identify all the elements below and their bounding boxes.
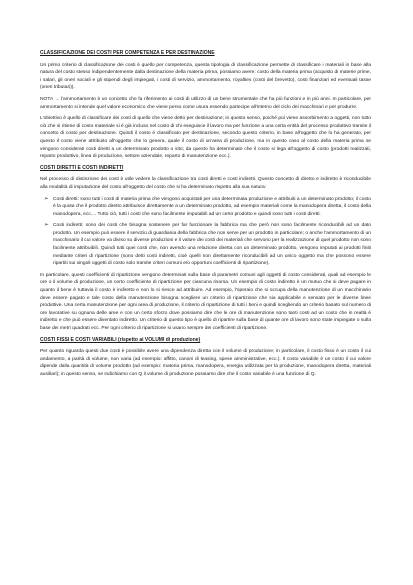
bullet-text-indirect-costs: Costi indiretti: sono dei costi che bisogna sostenere per far funzionare la fabbrica ma che però non sono facilmente riconducibili ad un dato prodotto. Un esempio può essere il servizio di guardiania della fabbrica che non serve per un prodotto in particolare; o anche l'ammortamento di un macchinario il cui valore va diviso su diverse produzioni e il valore dei costi dei materiali che servono per la realizzazione di quel prodotto non sono facilmente attribuibili. Quindi tutti quei costi che, non avendo una relazione diretta con un determinato prodotto, vengono imputati ai prodotti finiti mediante criteri di ripartizione (sono detti costi indiretti, cioè quelli non direttamente riconducibili ad un unico oggetto ma che possono essere ripartiti sui singoli oggetti di costo solo tramite criteri comuni e/o opportuni coefficienti di ripartizione). [53,223,371,267]
section-heading-direct-indirect: COSTI DIRETTI E COSTI INDIRETTI [40,164,124,171]
bullet-list-cost-types [40,196,371,268]
bullet-text-direct-costs: Costi diretti: sono tutti i costi di materia prima che vengono acquistati per una determinata produzione e attribuiti a un determinato prodotto; il costo è la quota che il prodotto diretto attribuisce direttamente a un determinato prodotto, ad esempio materiali come la manodopera diretta, il costo della manodopera, ecc.... Tutto ciò, tutti i costi che sono facilmente imputabili ad un certo prodotto e quindi sono tutti i costi diretti. [53,196,371,217]
list-item-direct-costs [44,195,371,219]
paragraph-allocation-coefficients: In particolare, questi coefficienti di ripartizione vengono determinati sulla base di parametri comuni agli oggetti di costo considerati, quali ad esempio le ore o il volume di produzione, un certo coefficiente di ripartizione per ciascuna risorsa. Un esempio di costo indiretto è un mutuo che si deve pagare in quanto il bene è tuttavia il costo è indiretto e non lo si riesce ad attribuire. Ad esempio, l'operaio che si occupa della manutenzione di un macchinario deve essere pagato e tale costo della manutenzione bisogna scegliere un criterio di ripartizione che sia applicabile e sensato per le diverse linee produttive. Una certa manutenzione per ogni area di produzione, il criterio di ripartizione di tutti i beni e quindi scegliendo un criterio basato sul numero di ore lavorative su ognuna delle aree e con un certo sforzo dove possiamo dire che le ore di manutenzione sono tanti costi ad un costo che in realtà è indiretto e che può essere diventato indiretto. Un criterio di questo tipo è quello di ripartire sulla base di quante ore di lavoro sono state impiegate o sulla base dei metri quadrati ecc. Per ogni criterio di ripartizione si usano sempre dei coefficienti di ripartizione. [40,272,371,331]
arrow-bullet-icon: ➢ [44,195,49,202]
section-heading-cost-classification: CLASSIFICAZIONE DEI COSTI PER COMPETENZA E PER DESTINAZIONE [40,50,215,56]
section-heading-fixed-variable: COSTI FISSI E COSTI VARIABILI (rispetto ai VOLUMI di produzione) [40,336,201,343]
paragraph-direct-indirect-intro: Nel processo di distinzione dei costi è utile vedere la classificazione tra costi diretti e costi indiretti. Questo concetto di diretto e indiretto è riconducibile alla modalità di imputazione del costo all'oggetto del costo che si ha determinato rispetto alla sua natura: [40,177,371,190]
paragraph-note-amortization: NOTA → l'ammortamento è un concetto che fa riferimento ai costi di utilizzo di un bene strumentale che ha più funzioni e in più anni. In particolare, per ammortamento si intende quel valore economico che viene perso come usura essendo partecipe all'interno del ciclo dei macchinari e per produrre. [40,96,371,110]
paragraph-destination-criterion: L'obiettivo è quello di classificare dei costi di quello che viene detto per destinazione; in questo senso, poiché poi viene assorbimento a oggetti, non tutto ciò che si ritiene di costo materiale si è già incluso nel costo di chi eseguisce il lavoro ma per funzione a una certa entità del processo produttivo tramite il concetto di costo per destinazione. Quindi il costo è classificato per destinazione, secondo questo criterio, in base all'oggetto che lo ha generato, per questo il costo viene attribuito all'oggetto che lo genera, quale il costo di un'area di produzione, ma in questo caso al costo della materia prima se vengono considerati costi diretti a un determinato prodotto o sito; da questo ha determinato che il costo si lega all'oggetto di costo (prodotti realizzati, reparto produttivo, linea di produzione, settore aziendale, reparto di manutenzione ecc.). [40,116,371,160]
list-item-indirect-costs [44,222,371,268]
paragraph-competence-criterion: Un primo criterio di classificazione dei costi è quello per competenza, questa tipologia di classificazione permette di classificare i materiali in base alla natura del costo stesso indipendentemente dalla destinazione della materia prima, possiamo avere: costo della materia prima (acquisto di materie prime, i salari, gli oneri sociali e gli stipendi degli impiegati, i costi di servizio, ammortamento, royalties (costi del brevetto), costi finanziari ed eventuali tasse (oneri tributari)). [40,62,371,91]
arrow-bullet-icon: ➢ [44,222,49,229]
paragraph-fixed-variable-costs: Per quanto riguarda questi due costi è possibile avere una dipendenza diretta con il volume di produzione; in particolare, il costo fisso è un costo il cui andamento, a parità di volume, non varia (ad esempio: affitto, canoni di leasing, spese amministrative, ecc.). Il costo variabile è un costo il cui valore dipende dalla quantità di volume prodotto (ad esempio: materia prima, manodopera, energia utilizzata per la produzione, manodopera diretta, materiali ausiliari); in questo senso, se indichiamo con Q il volume di produzione possiamo dire che il costo variabile è una funzione di Q. [40,349,371,377]
